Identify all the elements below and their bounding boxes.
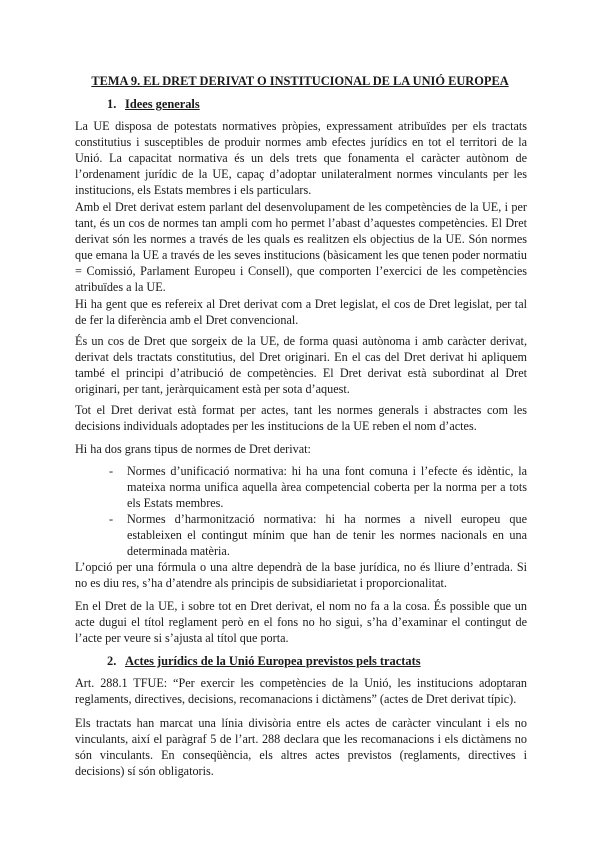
paragraph: En el Dret de la UE, i sobre tot en Dret derivat, el nom no fa a la cosa. És possible que un acte dugui el títol reglament però en el fons no ho sigui, s’ha d’examinar el contingut de l’acte per veure si s’ajusta al títol que porta.	[75, 599, 527, 645]
paragraph: Els tractats han marcat una línia divisòria entre els actes de caràcter vinculant i els no vinculants, així el paràgraf 5 de l’art. 288 declara que les recomanacions i els dictàmens no són vinculants. En conseqüència, els altres actes previstos (reglaments, directives i decisions) sí són obligatoris.	[75, 716, 527, 778]
list-item	[109, 464, 527, 512]
bullet-marker: -	[109, 464, 114, 478]
paragraph: Hi ha gent que es refereix al Dret derivat com a Dret legislat, el cos de Dret legislat, per tal de fer la diferència amb el Dret convencional.	[75, 297, 527, 327]
paragraph: Hi ha dos grans tipus de normes de Dret derivat:	[75, 442, 311, 456]
section-number: 2.	[107, 654, 117, 668]
paragraph: La UE disposa de potestats normatives pròpies, expressament atribuïdes per els tractats constitutius i susceptibles de produir normes amb efectes jurídics en tot el territori de la Unió. La capacitat normativa és un dels trets que fonamenta el caràcter autònom de l’ordenament jurídic de la UE, capaç d’adoptar unilateralment normes vinculants per les institucions, els Estats membres i els particulars.	[75, 119, 527, 197]
section-heading-2	[107, 654, 421, 669]
list-item-text: Normes d’unificació normativa: hi ha una font comuna i l’efecte és idèntic, la mateixa norma unifica aquella àrea competencial coberta per la norma per a tots els Estats membres.	[127, 464, 527, 510]
paragraph: Amb el Dret derivat estem parlant del desenvolupament de les competències de la UE, i per tant, és un cos de normes tan ampli com ho permet l’abast d’aquestes competències. El Dret derivat són les normes a través de les quals es realitzen els objectius de la UE. Són normes que emana la UE a través de les seves institucions (bàsicament les que tenen poder normatiu = Comissió, Parlament Europeu i Consell), que comporten l’exercici de les competències atribuïdes a la UE.	[75, 200, 527, 294]
list-item	[109, 512, 527, 560]
list-item-text: Normes d’harmonització normativa: hi ha normes a nivell europeu que estableixen el contingut mínim que han de tenir les normes nacionals en una determinada matèria.	[127, 512, 527, 558]
paragraph: Art. 288.1 TFUE: “Per exercir les competències de la Unió, les institucions adoptaran reglaments, directives, decisions, recomanacions i dictàmens” (actes de Dret derivat típic).	[75, 676, 527, 706]
section-title: Actes jurídics de la Unió Europea previstos pels tractats	[125, 654, 421, 668]
section-number: 1.	[107, 97, 117, 111]
section-heading-1	[107, 97, 200, 112]
paragraph: Tot el Dret derivat està format per actes, tant les normes generals i abstractes com les decisions individuals adoptades per les institucions de la UE reben el nom d’actes.	[75, 403, 527, 433]
section-title: Idees generals	[125, 97, 200, 111]
bullet-marker: -	[109, 512, 114, 526]
document-title: TEMA 9. EL DRET DERIVAT O INSTITUCIONAL DE LA UNIÓ EUROPEA	[91, 74, 509, 88]
paragraph: L’opció per una fórmula o una altre dependrà de la base jurídica, no és lliure d’entrada. Si no es diu res, s’ha d’atendre als principis de subsidiarietat i proporcionalitat.	[75, 560, 527, 590]
paragraph: És un cos de Dret que sorgeix de la UE, de forma quasi autònoma i amb caràcter derivat, derivat dels tractats constitutius, del Dret originari. En el cas del Dret derivat hi apliquem també el principi d’atribució de competències. El Dret derivat està subordinat al Dret originari, per tant, jeràrquicament està per sota d’aquest.	[75, 334, 527, 396]
